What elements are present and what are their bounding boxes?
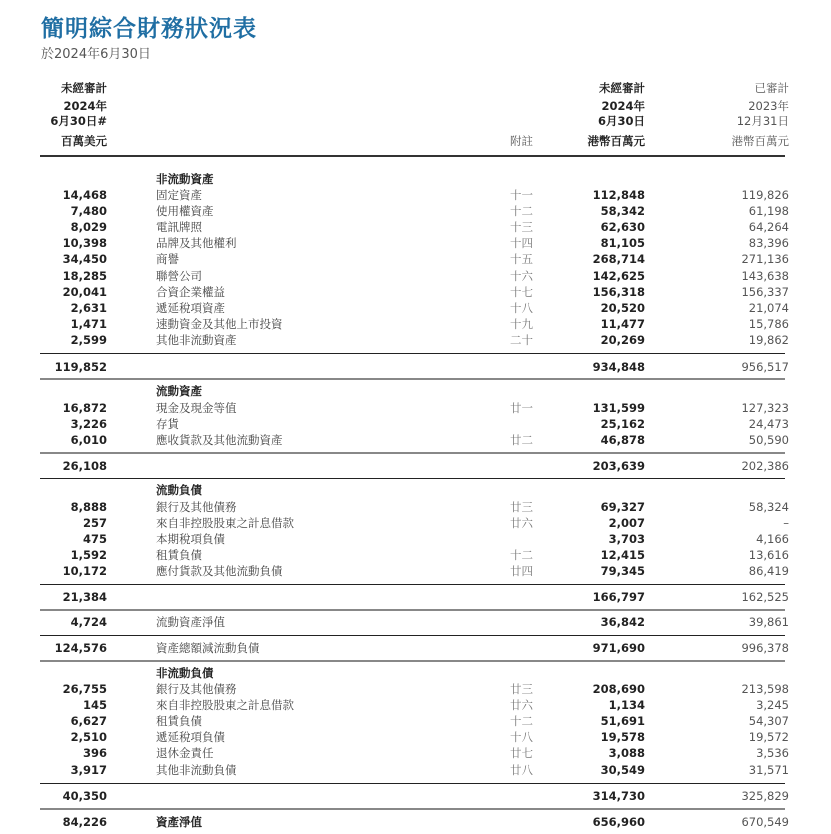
- hkd2023-value: 19,862: [748, 333, 789, 347]
- hkd2024-value: 1,134: [608, 698, 645, 712]
- table-row: [0, 235, 831, 251]
- row-label: 遞延稅項負債: [156, 730, 225, 744]
- table-row: [0, 316, 831, 332]
- hkd2023-value: 13,616: [748, 548, 789, 562]
- section-heading-current-assets: [0, 383, 831, 399]
- usd-value: 3,917: [70, 763, 107, 777]
- table-row: [0, 300, 831, 316]
- table-row: [0, 332, 831, 348]
- hkd2024-value: 36,842: [600, 615, 645, 629]
- row-label: 租賃負債: [156, 714, 202, 728]
- hkd2024-value: 11,477: [600, 317, 645, 331]
- usd-value: 20,041: [62, 285, 107, 299]
- hkd2024-value: 208,690: [592, 682, 645, 696]
- section-heading-non-current-assets: [0, 171, 831, 187]
- note-ref: 十五: [510, 252, 533, 266]
- hkd2024-value: 142,625: [592, 269, 645, 283]
- row-label: 商譽: [156, 252, 179, 266]
- total-row-current-liabilities: [0, 589, 831, 605]
- section-heading: 流動負債: [156, 483, 202, 497]
- hkd2024-value: 12,415: [600, 548, 645, 562]
- hkd2023-value: 156,337: [741, 285, 789, 299]
- usd-value: 8,888: [70, 500, 107, 514]
- usd-value: 6,627: [70, 714, 107, 728]
- hkd2024-value: 25,162: [600, 417, 645, 431]
- hkd2023-value: 996,378: [741, 641, 789, 655]
- note-ref: 廿一: [510, 401, 533, 415]
- divider: [40, 452, 785, 454]
- hkd2024-value: 51,691: [600, 714, 645, 728]
- row-label: 來自非控股股東之計息借款: [156, 516, 294, 530]
- header-hkd2023-audit-status: 已審計: [754, 81, 789, 95]
- table-row: [0, 268, 831, 284]
- hkd2023-value: 83,396: [748, 236, 789, 250]
- hkd2024-value: 30,549: [600, 763, 645, 777]
- note-ref: 廿三: [510, 500, 533, 514]
- usd-value: 3,226: [70, 417, 107, 431]
- usd-value: 124,576: [54, 641, 107, 655]
- hkd2023-value: 64,264: [748, 220, 789, 234]
- table-row: [0, 400, 831, 416]
- usd-value: 475: [82, 532, 107, 546]
- usd-value: 2,599: [70, 333, 107, 347]
- row-label: 應付貨款及其他流動負債: [156, 564, 283, 578]
- hkd2023-value: 4,166: [756, 532, 789, 546]
- header-divider: [40, 155, 785, 157]
- document-subtitle: 於2024年6月30日: [41, 47, 151, 62]
- table-row: [0, 547, 831, 563]
- note-ref: 十九: [510, 317, 533, 331]
- row-label: 銀行及其他債務: [156, 500, 237, 514]
- usd-value: 10,172: [62, 564, 107, 578]
- hkd2024-value: 2,007: [608, 516, 645, 530]
- note-ref: 廿三: [510, 682, 533, 696]
- section-heading: 非流動資產: [156, 172, 214, 186]
- usd-value: 6,010: [70, 433, 107, 447]
- note-ref: 十二: [510, 204, 533, 218]
- hkd2024-total: 934,848: [592, 360, 645, 374]
- usd-total: 40,350: [62, 789, 107, 803]
- document-title: 簡明綜合財務狀況表: [41, 15, 257, 42]
- table-row: [0, 729, 831, 745]
- divider: [40, 609, 785, 611]
- table-row: [0, 681, 831, 697]
- usd-value: 2,631: [70, 301, 107, 315]
- note-ref: 廿八: [510, 763, 533, 777]
- note-ref: 十三: [510, 220, 533, 234]
- usd-value: 7,480: [70, 204, 107, 218]
- usd-value: 1,592: [70, 548, 107, 562]
- note-ref: 十一: [510, 188, 533, 202]
- hkd2023-value: 86,419: [748, 564, 789, 578]
- hkd2023-value: –: [783, 516, 789, 530]
- hkd2023-value: 50,590: [748, 433, 789, 447]
- row-label: 固定資產: [156, 188, 202, 202]
- hkd2023-value: 119,826: [741, 188, 789, 202]
- header-note: 附註: [510, 134, 533, 148]
- hkd2023-total: 325,829: [741, 789, 789, 803]
- hkd2023-value: 271,136: [741, 252, 789, 266]
- row-label: 速動資金及其他上市投資: [156, 317, 283, 331]
- total-row-current-assets: [0, 458, 831, 474]
- divider: [40, 478, 785, 479]
- usd-value: 145: [82, 698, 107, 712]
- header-hkd2024-unit: 港幣百萬元: [587, 134, 645, 148]
- divider: [40, 660, 785, 662]
- hkd2024-value: 58,342: [600, 204, 645, 218]
- hkd2024-value: 81,105: [600, 236, 645, 250]
- usd-value: 16,872: [62, 401, 107, 415]
- hkd2024-total: 166,797: [592, 590, 645, 604]
- table-row: [0, 219, 831, 235]
- hkd2023-value: 127,323: [741, 401, 789, 415]
- row-label: 來自非控股股東之計息借款: [156, 698, 294, 712]
- note-ref: 廿六: [510, 698, 533, 712]
- hkd2023-total: 202,386: [741, 459, 789, 473]
- section-heading: 非流動負債: [156, 666, 214, 680]
- header-hkd2024-year: 2024年: [601, 99, 645, 113]
- table-row: [0, 713, 831, 729]
- usd-value: 84,226: [62, 815, 107, 829]
- usd-value: 4,724: [70, 615, 107, 629]
- hkd2024-value: 20,520: [600, 301, 645, 315]
- header-hkd2024-date: 6月30日: [597, 114, 645, 128]
- hkd2023-value: 213,598: [741, 682, 789, 696]
- row-label: 其他非流動負債: [156, 763, 237, 777]
- hkd2024-value: 69,327: [600, 500, 645, 514]
- usd-value: 396: [82, 746, 107, 760]
- header-hkd2023-date: 12月31日: [736, 114, 789, 128]
- divider: [40, 378, 785, 380]
- usd-value: 2,510: [70, 730, 107, 744]
- section-heading-current-liabilities: [0, 482, 831, 498]
- table-row: [0, 416, 831, 432]
- header-usd-year: 2024年: [63, 99, 107, 113]
- usd-value: 26,755: [62, 682, 107, 696]
- hkd2023-value: 54,307: [748, 714, 789, 728]
- hkd2023-value: 670,549: [741, 815, 789, 829]
- note-ref: 十七: [510, 285, 533, 299]
- note-ref: 十八: [510, 301, 533, 315]
- section-heading: 流動資產: [156, 384, 202, 398]
- divider: [40, 635, 785, 636]
- table-row: [0, 531, 831, 547]
- hkd2023-total: 956,517: [741, 360, 789, 374]
- hkd2024-value: 62,630: [600, 220, 645, 234]
- hkd2024-value: 131,599: [592, 401, 645, 415]
- note-ref: 十四: [510, 236, 533, 250]
- row-label: 使用權資產: [156, 204, 214, 218]
- note-ref: 十二: [510, 548, 533, 562]
- row-label: 資產總額減流動負債: [156, 641, 260, 655]
- row-label: 流動資產淨值: [156, 615, 225, 629]
- row-label: 本期稅項負債: [156, 532, 225, 546]
- net-current-assets-row: [0, 614, 831, 630]
- divider: [40, 353, 785, 354]
- header-usd-unit: 百萬美元: [61, 134, 107, 148]
- header-hkd2024-audit-status: 未經審計: [599, 81, 645, 95]
- table-row: [0, 563, 831, 579]
- hkd2023-value: 58,324: [748, 500, 789, 514]
- hkd2023-value: 61,198: [748, 204, 789, 218]
- usd-value: 257: [82, 516, 107, 530]
- usd-value: 14,468: [62, 188, 107, 202]
- table-row: [0, 251, 831, 267]
- hkd2023-value: 39,861: [748, 615, 789, 629]
- usd-total: 119,852: [54, 360, 107, 374]
- note-ref: 十八: [510, 730, 533, 744]
- hkd2023-value: 21,074: [748, 301, 789, 315]
- hkd2023-value: 15,786: [748, 317, 789, 331]
- note-ref: 十二: [510, 714, 533, 728]
- hkd2023-value: 143,638: [741, 269, 789, 283]
- note-ref: 廿七: [510, 746, 533, 760]
- row-label: 資產淨值: [156, 815, 202, 829]
- hkd2024-value: 156,318: [592, 285, 645, 299]
- header-usd-date: 6月30日#: [50, 114, 107, 128]
- row-label: 現金及現金等值: [156, 401, 237, 415]
- hkd2023-value: 31,571: [748, 763, 789, 777]
- hkd2024-value: 971,690: [592, 641, 645, 655]
- usd-value: 8,029: [70, 220, 107, 234]
- hkd2023-value: 24,473: [748, 417, 789, 431]
- note-ref: 十六: [510, 269, 533, 283]
- table-row: [0, 499, 831, 515]
- hkd2024-value: 268,714: [592, 252, 645, 266]
- hkd2024-value: 3,703: [608, 532, 645, 546]
- row-label: 租賃負債: [156, 548, 202, 562]
- table-row: [0, 187, 831, 203]
- hkd2024-value: 79,345: [600, 564, 645, 578]
- total-row-non-current-assets: [0, 359, 831, 375]
- net-assets-row: [0, 814, 831, 830]
- hkd2024-value: 112,848: [592, 188, 645, 202]
- table-row: [0, 745, 831, 761]
- usd-total: 21,384: [62, 590, 107, 604]
- hkd2023-value: 3,245: [756, 698, 789, 712]
- table-row: [0, 203, 831, 219]
- hkd2024-value: 46,878: [600, 433, 645, 447]
- hkd2024-value: 19,578: [600, 730, 645, 744]
- row-label: 聯營公司: [156, 269, 202, 283]
- table-row: [0, 284, 831, 300]
- table-row: [0, 515, 831, 531]
- hkd2023-value: 3,536: [756, 746, 789, 760]
- row-label: 合資企業權益: [156, 285, 225, 299]
- total-row-non-current-liabilities: [0, 788, 831, 804]
- row-label: 電訊牌照: [156, 220, 202, 234]
- hkd2023-value: 19,572: [748, 730, 789, 744]
- table-row: [0, 762, 831, 778]
- divider: [40, 808, 785, 810]
- table-row: [0, 697, 831, 713]
- divider: [40, 584, 785, 585]
- note-ref: 廿六: [510, 516, 533, 530]
- row-label: 品牌及其他權利: [156, 236, 237, 250]
- table-row: [0, 432, 831, 448]
- divider: [40, 783, 785, 784]
- total-assets-less-current-liabilities-row: [0, 640, 831, 656]
- row-label: 退休金責任: [156, 746, 214, 760]
- usd-value: 18,285: [62, 269, 107, 283]
- hkd2024-total: 314,730: [592, 789, 645, 803]
- usd-value: 34,450: [62, 252, 107, 266]
- section-heading-non-current-liabilities: [0, 665, 831, 681]
- usd-value: 10,398: [62, 236, 107, 250]
- hkd2024-value: 20,269: [600, 333, 645, 347]
- row-label: 銀行及其他債務: [156, 682, 237, 696]
- hkd2024-value: 3,088: [608, 746, 645, 760]
- row-label: 存貨: [156, 417, 179, 431]
- row-label: 應收貨款及其他流動資產: [156, 433, 283, 447]
- note-ref: 二十: [510, 333, 533, 347]
- usd-total: 26,108: [62, 459, 107, 473]
- header-hkd2023-unit: 港幣百萬元: [731, 134, 789, 148]
- note-ref: 廿二: [510, 433, 533, 447]
- hkd2023-total: 162,525: [741, 590, 789, 604]
- note-ref: 廿四: [510, 564, 533, 578]
- hkd2024-total: 203,639: [592, 459, 645, 473]
- row-label: 遞延稅項資產: [156, 301, 225, 315]
- header-hkd2023-year: 2023年: [748, 99, 789, 113]
- usd-value: 1,471: [70, 317, 107, 331]
- row-label: 其他非流動資產: [156, 333, 237, 347]
- header-usd-audit-status: 未經審計: [61, 81, 107, 95]
- hkd2024-value: 656,960: [592, 815, 645, 829]
